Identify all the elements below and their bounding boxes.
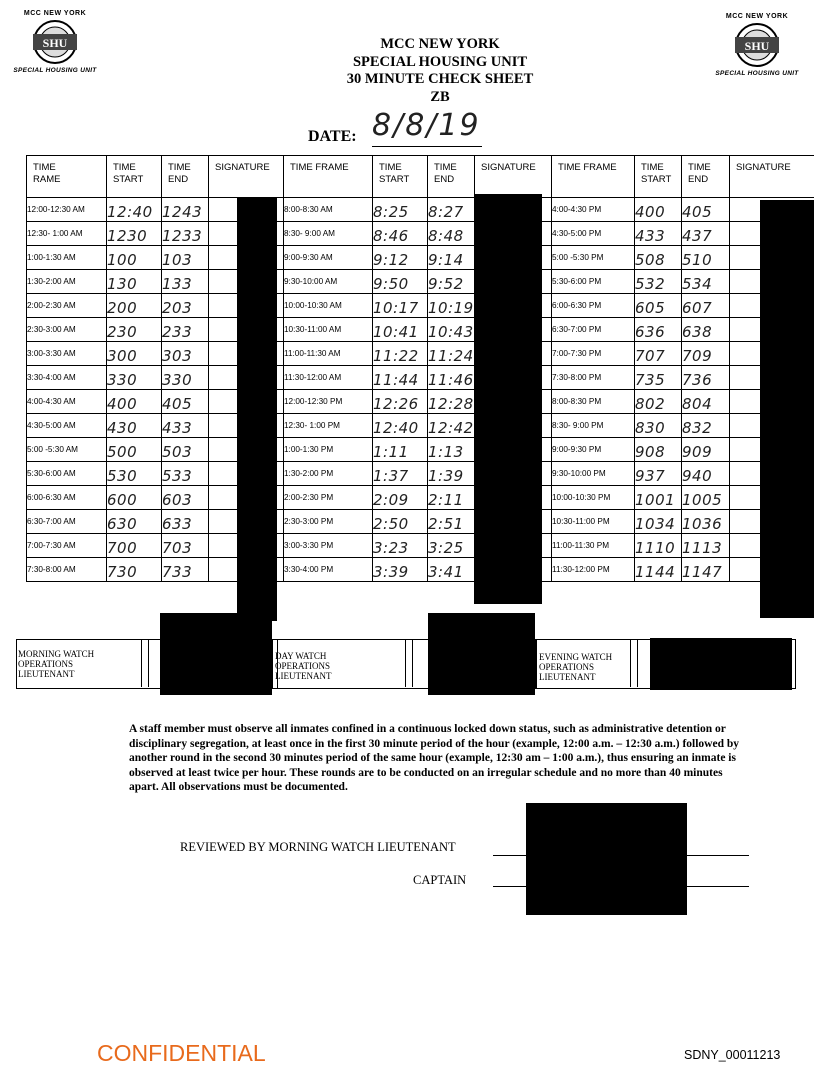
time-end-cell: 2:51 [428,510,475,534]
shu-seal-icon [733,22,781,68]
table-row [27,462,814,486]
check-sheet-table [26,155,814,582]
time-start-cell: 600 [107,486,162,510]
time-start-cell: 433 [635,222,682,246]
redaction-bar [160,613,272,695]
time-end-cell: 10:19 [428,294,475,318]
redaction-bar [760,200,814,618]
time-frame-cell: 3:00-3:30 PM [284,534,373,558]
time-frame-cell: 7:30-8:00 AM [27,558,107,582]
time-frame-cell: 2:00-2:30 AM [27,294,107,318]
redaction-bar [428,613,535,695]
time-frame-cell: 9:30-10:00 PM [552,462,635,486]
col-header-time-end: TIME END [682,156,730,198]
time-end-cell: 1036 [682,510,730,534]
redaction-bar [474,194,542,604]
redaction-bar [650,638,792,690]
time-start-cell: 9:12 [373,246,428,270]
time-start-cell: 3:39 [373,558,428,582]
evening-watch-label: EVENING WATCH OPERATIONS LIEUTENANT [539,652,613,682]
time-end-cell: 1147 [682,558,730,582]
time-end-cell: 133 [162,270,209,294]
time-frame-cell: 11:00-11:30 AM [284,342,373,366]
reviewed-by-label: REVIEWED BY MORNING WATCH LIEUTENANT [180,840,456,854]
time-end-cell: 437 [682,222,730,246]
table-row [27,510,814,534]
col-header-time-start: TIME START [107,156,162,198]
bates-number: SDNY_00011213 [684,1048,781,1062]
table-header-row [27,156,814,198]
shu-seal-icon [31,19,79,65]
title-line-1: MCC NEW YORK [380,36,500,52]
col-header-time-frame: TIME RAME [27,156,107,198]
time-frame-cell: 1:30-2:00 PM [284,462,373,486]
time-start-cell: 400 [107,390,162,414]
table-row [27,246,814,270]
table-row [27,222,814,246]
unit-label: ZB [430,88,450,105]
time-frame-cell: 8:30- 9:00 PM [552,414,635,438]
time-frame-cell: 4:30-5:00 PM [552,222,635,246]
table-row [27,318,814,342]
time-start-cell: 8:25 [373,198,428,222]
time-end-cell: 1:13 [428,438,475,462]
time-start-cell: 802 [635,390,682,414]
time-frame-cell: 4:30-5:00 AM [27,414,107,438]
col-header-time-frame: TIME FRAME [552,156,635,198]
time-frame-cell: 4:00-4:30 PM [552,198,635,222]
time-start-cell: 400 [635,198,682,222]
date-label: DATE: [308,128,357,145]
time-frame-cell: 8:00-8:30 AM [284,198,373,222]
sheet-title [280,36,600,106]
time-start-cell: 636 [635,318,682,342]
col-header-signature: SIGNATURE [209,156,284,198]
time-frame-cell: 2:30-3:00 AM [27,318,107,342]
table-row [27,198,814,222]
time-end-cell: 709 [682,342,730,366]
time-end-cell: 12:28 [428,390,475,414]
col-header-time-start: TIME START [373,156,428,198]
time-frame-cell: 11:30-12:00 AM [284,366,373,390]
time-end-cell: 1:39 [428,462,475,486]
time-start-cell: 730 [107,558,162,582]
time-start-cell: 100 [107,246,162,270]
time-start-cell: 1001 [635,486,682,510]
divider [405,639,406,687]
time-start-cell: 9:50 [373,270,428,294]
time-frame-cell: 6:30-7:00 PM [552,318,635,342]
table-row [27,438,814,462]
morning-watch-label: MORNING WATCH OPERATIONS LIEUTENANT [18,649,95,679]
time-end-cell: 103 [162,246,209,270]
time-frame-cell: 10:00-10:30 PM [552,486,635,510]
title-line-2: SPECIAL HOUSING UNIT [352,53,528,70]
time-start-cell: 1230 [107,222,162,246]
time-frame-cell: 7:30-8:00 PM [552,366,635,390]
time-start-cell: 630 [107,510,162,534]
time-end-cell: 12:42 [428,414,475,438]
time-frame-cell: 11:30-12:00 PM [552,558,635,582]
divider [148,639,149,687]
time-frame-cell: 9:00-9:30 PM [552,438,635,462]
time-start-cell: 12:26 [373,390,428,414]
time-frame-cell: 3:30-4:00 PM [284,558,373,582]
time-start-cell: 12:40 [373,414,428,438]
time-frame-cell: 6:00-6:30 AM [27,486,107,510]
logo-bottom-text: SPECIAL HOUSING UNIT [715,70,799,77]
time-start-cell: 11:22 [373,342,428,366]
time-end-cell: 433 [162,414,209,438]
time-frame-cell: 1:00-1:30 AM [27,246,107,270]
table-row [27,414,814,438]
time-end-cell: 534 [682,270,730,294]
time-frame-cell: 7:00-7:30 PM [552,342,635,366]
time-frame-cell: 4:00-4:30 AM [27,390,107,414]
col-header-time-start: TIME START [635,156,682,198]
date-underline [372,146,482,147]
table-row [27,342,814,366]
time-start-cell: 11:44 [373,366,428,390]
time-frame-cell: 1:00-1:30 PM [284,438,373,462]
time-start-cell: 830 [635,414,682,438]
day-watch-label: DAY WATCH OPERATIONS LIEUTENANT [275,651,332,681]
time-frame-cell: 3:30-4:00 AM [27,366,107,390]
time-end-cell: 607 [682,294,730,318]
time-end-cell: 633 [162,510,209,534]
time-end-cell: 11:24 [428,342,475,366]
time-frame-cell: 9:00-9:30 AM [284,246,373,270]
time-start-cell: 130 [107,270,162,294]
table-row [27,486,814,510]
time-end-cell: 638 [682,318,730,342]
time-start-cell: 430 [107,414,162,438]
time-frame-cell: 5:30-6:00 AM [27,462,107,486]
time-frame-cell: 8:00-8:30 PM [552,390,635,414]
time-start-cell: 1:11 [373,438,428,462]
time-frame-cell: 12:00-12:30 PM [284,390,373,414]
time-end-cell: 1233 [162,222,209,246]
time-start-cell: 1110 [635,534,682,558]
time-end-cell: 3:41 [428,558,475,582]
time-end-cell: 909 [682,438,730,462]
time-frame-cell: 12:00-12:30 AM [27,198,107,222]
time-end-cell: 1005 [682,486,730,510]
time-start-cell: 12:40 [107,198,162,222]
time-start-cell: 200 [107,294,162,318]
time-start-cell: 10:41 [373,318,428,342]
col-header-time-frame: TIME FRAME [284,156,373,198]
logo-right [707,13,807,77]
time-end-cell: 3:25 [428,534,475,558]
date-value: 8/8/19 [372,108,481,143]
table-row [27,294,814,318]
time-end-cell: 1113 [682,534,730,558]
logo-bottom-text: SPECIAL HOUSING UNIT [13,67,97,74]
time-frame-cell: 9:30-10:00 AM [284,270,373,294]
col-header-signature: SIGNATURE [475,156,552,198]
time-end-cell: 10:43 [428,318,475,342]
table-row [27,366,814,390]
time-end-cell: 8:27 [428,198,475,222]
time-end-cell: 533 [162,462,209,486]
divider [141,639,142,687]
time-frame-cell: 3:00-3:30 AM [27,342,107,366]
time-end-cell: 303 [162,342,209,366]
time-frame-cell: 2:30-3:00 PM [284,510,373,534]
captain-label: CAPTAIN [413,873,467,887]
time-end-cell: 804 [682,390,730,414]
time-frame-cell: 5:00 -5:30 AM [27,438,107,462]
time-start-cell: 508 [635,246,682,270]
logo-center-text: SHU [744,39,770,53]
time-frame-cell: 5:30-6:00 PM [552,270,635,294]
divider [412,639,413,687]
table-row [27,270,814,294]
table-row [27,558,814,582]
redaction-bar [526,803,687,915]
time-end-cell: 940 [682,462,730,486]
time-start-cell: 2:09 [373,486,428,510]
divider [630,639,631,687]
title-line-3: 30 MINUTE CHECK SHEET [346,71,534,87]
time-end-cell: 503 [162,438,209,462]
time-start-cell: 300 [107,342,162,366]
time-frame-cell: 8:30- 9:00 AM [284,222,373,246]
time-frame-cell: 6:00-6:30 PM [552,294,635,318]
time-start-cell: 1:37 [373,462,428,486]
time-frame-cell: 12:30- 1:00 PM [284,414,373,438]
time-start-cell: 532 [635,270,682,294]
table-row [27,390,814,414]
time-end-cell: 733 [162,558,209,582]
time-end-cell: 736 [682,366,730,390]
time-end-cell: 405 [682,198,730,222]
time-start-cell: 2:50 [373,510,428,534]
time-end-cell: 703 [162,534,209,558]
time-start-cell: 330 [107,366,162,390]
time-frame-cell: 6:30-7:00 AM [27,510,107,534]
col-header-signature: SIGNATURE [730,156,814,198]
time-start-cell: 500 [107,438,162,462]
time-start-cell: 937 [635,462,682,486]
time-start-cell: 10:17 [373,294,428,318]
time-start-cell: 230 [107,318,162,342]
col-header-time-end: TIME END [162,156,209,198]
time-end-cell: 603 [162,486,209,510]
time-start-cell: 707 [635,342,682,366]
time-frame-cell: 10:00-10:30 AM [284,294,373,318]
logo-center-text: SHU [42,36,68,50]
time-end-cell: 11:46 [428,366,475,390]
logo-top-text: MCC NEW YORK [23,10,87,17]
time-start-cell: 1034 [635,510,682,534]
time-end-cell: 2:11 [428,486,475,510]
time-frame-cell: 7:00-7:30 AM [27,534,107,558]
time-end-cell: 9:52 [428,270,475,294]
time-start-cell: 735 [635,366,682,390]
time-start-cell: 700 [107,534,162,558]
time-end-cell: 203 [162,294,209,318]
confidential-stamp: CONFIDENTIAL [97,1040,266,1066]
time-end-cell: 405 [162,390,209,414]
time-start-cell: 605 [635,294,682,318]
time-end-cell: 9:14 [428,246,475,270]
instructions-paragraph: A staff member must observe all inmates confined in a continuous locked down status, such as administrative detention or disciplinary segregation, at least once in the first 30 minute period of the hour (example, 12:00 a.m. – 12:30 a.m.) followed by another round in the second 30 minutes period of the same hour (example, 12:30 am – 1:00 a.m.), thus ensuring an inmate is observed at least twice per hour. These rounds are to be conducted on an irregular schedule and no more than 40 minutes apart. All observations must be documented. [129,723,739,793]
time-start-cell: 1144 [635,558,682,582]
time-end-cell: 832 [682,414,730,438]
time-start-cell: 3:23 [373,534,428,558]
time-frame-cell: 2:00-2:30 PM [284,486,373,510]
time-frame-cell: 10:30-11:00 AM [284,318,373,342]
redaction-bar [237,197,277,621]
time-start-cell: 908 [635,438,682,462]
logo-left [5,10,105,74]
time-end-cell: 330 [162,366,209,390]
time-end-cell: 1243 [162,198,209,222]
time-end-cell: 233 [162,318,209,342]
time-frame-cell: 5:00 -5:30 PM [552,246,635,270]
time-start-cell: 8:46 [373,222,428,246]
col-header-time-end: TIME END [428,156,475,198]
time-frame-cell: 10:30-11:00 PM [552,510,635,534]
time-end-cell: 8:48 [428,222,475,246]
time-start-cell: 530 [107,462,162,486]
logo-top-text: MCC NEW YORK [725,13,789,20]
time-frame-cell: 11:00-11:30 PM [552,534,635,558]
table-row [27,534,814,558]
time-frame-cell: 1:30-2:00 AM [27,270,107,294]
time-frame-cell: 12:30- 1:00 AM [27,222,107,246]
time-end-cell: 510 [682,246,730,270]
divider [637,639,638,687]
